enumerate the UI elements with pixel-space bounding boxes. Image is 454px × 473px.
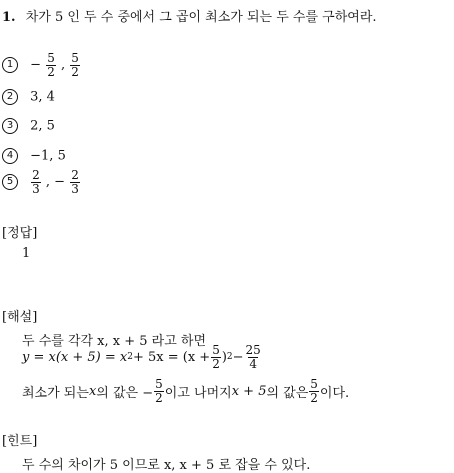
option-1[interactable]: 1 − $\frac{5}{2}$ , $\frac{5}{2}$	[2, 52, 81, 78]
fraction: $\frac{2}{3}$	[71, 168, 79, 196]
answer-label: [정답]	[2, 226, 38, 241]
question-number: 1.	[2, 10, 16, 25]
explanation-label: [해설]	[2, 310, 38, 325]
equation-minus: −	[232, 349, 244, 365]
option-marker: 3	[2, 118, 18, 134]
exponent: 2	[226, 352, 233, 363]
fraction: $\frac{5}{2}$	[212, 343, 220, 371]
option-2[interactable]	[2, 89, 55, 105]
hint-label: [힌트]	[2, 434, 38, 449]
question-line	[2, 6, 377, 25]
answer-value: 1	[22, 246, 31, 261]
explanation-line-1: 두 수를 각각 x, x + 5 라고 하면	[22, 334, 207, 349]
fraction: $\frac{5}{2}$	[71, 51, 79, 79]
fraction: $\frac{2}{3}$	[32, 168, 40, 196]
equation-rhs: )	[221, 349, 227, 365]
explanation-line-2	[22, 344, 263, 370]
exponent: 2	[127, 352, 133, 363]
fraction: $\frac{25}{4}$	[245, 343, 261, 371]
equation-mid: + 5x = (x +	[132, 349, 211, 365]
explanation-line-3: 최소가 되는 x 의 값은 − $\frac{5}{2}$ 이고 나머지 x + 5 의 값은 $\frac{5}{2}$ 이다.	[22, 377, 350, 405]
option-4[interactable]	[2, 148, 66, 164]
fraction: $\frac{5}{2}$	[155, 377, 163, 405]
fraction: $\frac{5}{2}$	[47, 51, 55, 79]
question-text: 차가 5 인 두 수 중에서 그 곱이 최소가 되는 두 수를 구하여라.	[25, 10, 377, 25]
option-marker: 1	[2, 57, 18, 73]
option-5[interactable]: 5 $\frac{2}{3}$ , − $\frac{2}{3}$	[2, 169, 81, 195]
fraction: $\frac{5}{2}$	[310, 377, 318, 405]
option-text: 3, 4	[30, 89, 55, 105]
option-marker: 4	[2, 148, 18, 164]
option-text: 2, 5	[30, 118, 55, 134]
option-marker: 5	[2, 174, 18, 190]
option-text: −1, 5	[30, 148, 66, 164]
equation-lhs: y = x(x + 5) = x	[22, 349, 128, 365]
option-marker: 2	[2, 89, 18, 105]
hint-text: 두 수의 차이가 5 이므로 x, x + 5 로 잡을 수 있다.	[22, 458, 311, 473]
option-3[interactable]	[2, 118, 55, 134]
